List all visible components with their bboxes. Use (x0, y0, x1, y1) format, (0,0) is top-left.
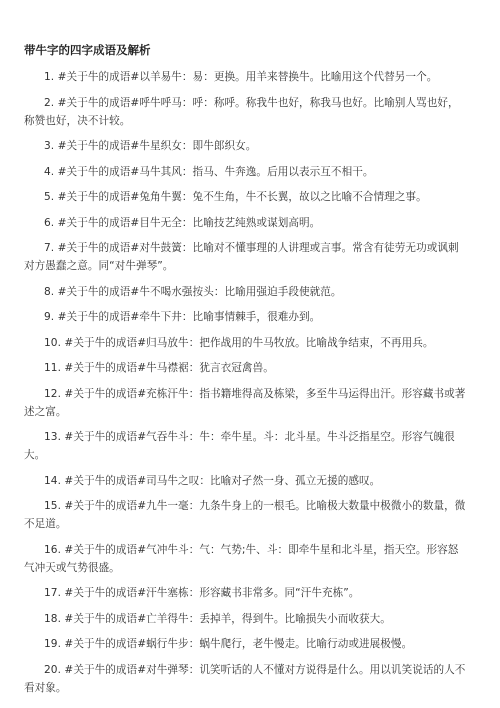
list-item: 15. #关于牛的成语#九牛一毫：九条牛身上的一根毛。比喻极大数量中极微小的数量，微不足道。 (24, 500, 466, 530)
list-item: 5. #关于牛的成语#兔角牛翼：兔不生角，牛不长翼，故以之比喻不合情理之事。 (44, 191, 427, 203)
list-item: 7. #关于牛的成语#对牛鼓簧：比喻对不懂事理的人讲理或言事。常含有徒劳无功或讽刺对方愚蠢之意。同“对牛弹琴”。 (24, 242, 459, 272)
list-item: 2. #关于牛的成语#呼牛呼马：呼：称呼。称我牛也好，称我马也好。比喻别人骂也好，称赞也好，决不计较。 (24, 96, 459, 127)
list-item: 16. #关于牛的成语#气冲牛斗：气：气势;牛、斗：即牵牛星和北斗星，指天空。形容怒气冲天或气势很盛。 (24, 543, 459, 574)
list-item: 9. #关于牛的成语#牵牛下井：比喻事情棘手，很难办到。 (44, 311, 321, 323)
document-title: 带牛字的四字成语及解析 (24, 43, 151, 57)
list-item: 17. #关于牛的成语#汗牛塞栋：形容藏书非常多。同“汗牛充栋”。 (44, 587, 360, 599)
document-body (24, 42, 468, 704)
list-item: 14. #关于牛的成语#司马牛之叹：比喻对孑然一身、孤立无援的感叹。 (44, 474, 381, 487)
list-item: 18. #关于牛的成语#亡羊得牛：丢掉羊，得到牛。比喻损失小而收获大。 (44, 612, 391, 625)
list-item: 20. #关于牛的成语#对牛弹琴：讥笑听话的人不懂对方说得是什么。用以讥笑说话的人不看对象。 (24, 663, 466, 694)
list-item: 4. #关于牛的成语#马牛其风：指马、牛奔逸。后用以表示互不相干。 (44, 165, 374, 178)
list-item: 3. #关于牛的成语#牛星织女：即牛郎织女。 (44, 140, 257, 152)
list-item: 10. #关于牛的成语#归马放牛：把作战用的牛马牧放。比喻战争结束，不再用兵。 (44, 336, 434, 349)
list-item: 11. #关于牛的成语#牛马襟裾：犹言衣冠禽兽。 (44, 362, 274, 374)
list-item: 12. #关于牛的成语#充栋汗牛：指书籍堆得高及栋梁，多至牛马运得出汗。形容藏书或著述之富。 (24, 387, 466, 418)
list-item: 6. #关于牛的成语#目牛无全：比喻技艺纯熟或谋划高明。 (44, 216, 321, 229)
list-item: 8. #关于牛的成语#牛不喝水强按头：比喻用强迫手段使就范。 (44, 285, 342, 298)
list-item: 19. #关于牛的成语#蜗行牛步：蜗牛爬行，老牛慢走。比喻行动或进展极慢。 (44, 638, 413, 650)
list-item: 1. #关于牛的成语#以羊易牛：易：更换。用羊来替换牛。比喻用这个代替另一个。 (44, 71, 438, 83)
list-item: 13. #关于牛的成语#气吞牛斗：牛：牵牛星。斗：北斗星。牛斗泛指星空。形容气魄很大。 (24, 431, 455, 461)
idiom-list (24, 68, 468, 697)
